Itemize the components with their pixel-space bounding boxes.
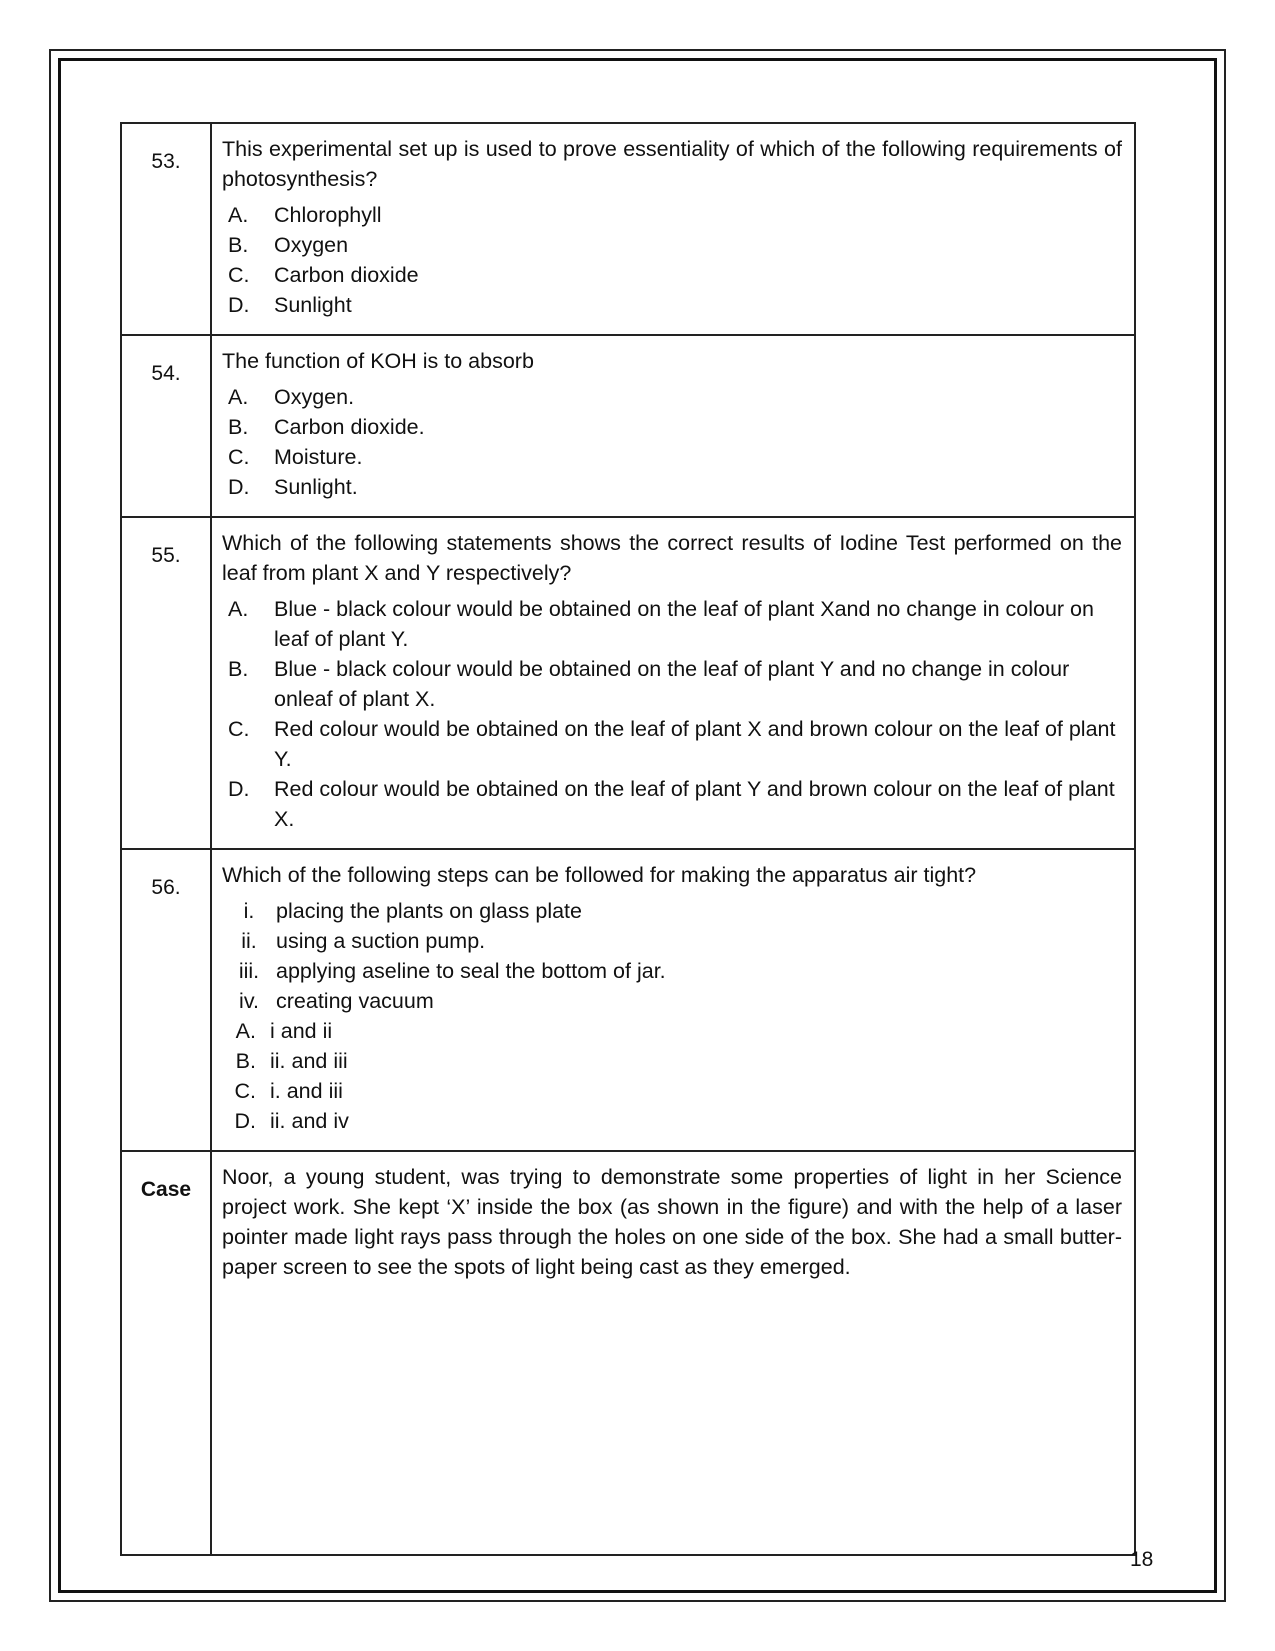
option-c [222,1076,1122,1106]
statement-iii [222,956,1122,986]
option-b [222,230,1122,260]
option-label: B. [228,415,249,439]
option-label: D. [228,475,250,499]
statement-i [222,896,1122,926]
option-text: Moisture. [274,445,363,469]
question-table [120,122,1136,1556]
option-text: i and ii [270,1019,333,1043]
option-label: D. [234,1109,256,1133]
question-body [211,517,1135,849]
statement-iv [222,986,1122,1016]
option-d [222,472,1122,502]
option-d [222,290,1122,320]
option-label: C. [228,263,250,287]
question-body [211,849,1135,1151]
option-label: A. [228,203,249,227]
option-text: Carbon dioxide [274,263,419,287]
option-c [222,714,1122,774]
option-a [222,382,1122,412]
option-text: Sunlight. [274,475,358,499]
option-label: B. [228,233,249,257]
option-text: Blue - black colour would be obtained on the leaf of plant Xand no change in colour on leaf of plant Y. [274,597,1094,651]
option-label: A. [228,597,249,621]
option-label: A. [235,1019,256,1043]
option-label: C. [228,717,250,741]
option-label: B. [228,657,249,681]
option-b [222,412,1122,442]
option-label: A. [228,385,249,409]
question-row-54 [121,335,1135,517]
question-stem: This experimental set up is used to prove essentiality of which of the following requirements of photosynthesis? [222,137,1122,191]
case-body [211,1151,1135,1555]
statement-label: iv. [239,989,259,1013]
question-row-53 [121,123,1135,335]
question-row-55 [121,517,1135,849]
option-label: D. [228,293,250,317]
option-label: B. [235,1049,256,1073]
question-stem: Which of the following steps can be followed for making the apparatus air tight? [222,863,977,887]
statement-label: ii. [241,929,257,953]
statement-text: creating vacuum [276,989,434,1013]
option-label: C. [228,445,250,469]
option-text: Oxygen [274,233,349,257]
option-label: D. [228,777,250,801]
question-number: 54. [121,335,211,517]
option-label: C. [234,1079,256,1103]
case-text: Noor, a young student, was trying to demonstrate some properties of light in her Science project work. She kept ‘X’ inside the box (as shown in the figure) and with the help of a laser pointer made light rays pass through the holes on one side of the box. She had a small butter-paper screen to see the spots of light being cast as they emerged. [222,1165,1122,1279]
statement-text: placing the plants on glass plate [276,899,582,923]
option-d [222,1106,1122,1136]
option-text: i. and iii [270,1079,343,1103]
question-number: 53. [121,123,211,335]
case-row [121,1151,1135,1555]
option-b [222,1046,1122,1076]
statement-ii [222,926,1122,956]
option-a [222,594,1122,654]
option-a [222,200,1122,230]
question-number: 55. [121,517,211,849]
option-d [222,774,1122,834]
statement-text: using a suction pump. [276,929,486,953]
option-c [222,442,1122,472]
option-text: Red colour would be obtained on the leaf of plant X and brown colour on the leaf of plant Y. [274,717,1116,771]
page-number: 18 [1130,1548,1154,1571]
option-text: ii. and iv [270,1109,349,1133]
question-body [211,335,1135,517]
question-number: 56. [121,849,211,1151]
option-text: Sunlight [274,293,352,317]
option-text: Chlorophyll [274,203,382,227]
option-text: Blue - black colour would be obtained on the leaf of plant Y and no change in colour onleaf of plant X. [274,657,1070,711]
option-text: Carbon dioxide. [274,415,425,439]
option-text: Red colour would be obtained on the leaf of plant Y and brown colour on the leaf of plant X. [274,777,1115,831]
option-b [222,654,1122,714]
statement-label: iii. [238,959,260,983]
statement-text: applying aseline to seal the bottom of jar. [276,959,666,983]
option-text: Oxygen. [274,385,355,409]
question-stem: Which of the following statements shows the correct results of Iodine Test performed on the leaf from plant X and Y respectively? [222,531,1122,585]
case-label: Case [121,1151,211,1555]
question-body [211,123,1135,335]
option-text: ii. and iii [270,1049,348,1073]
statement-label: i. [243,899,255,923]
question-row-56 [121,849,1135,1151]
option-a [222,1016,1122,1046]
question-stem: The function of KOH is to absorb [222,349,534,373]
option-c [222,260,1122,290]
